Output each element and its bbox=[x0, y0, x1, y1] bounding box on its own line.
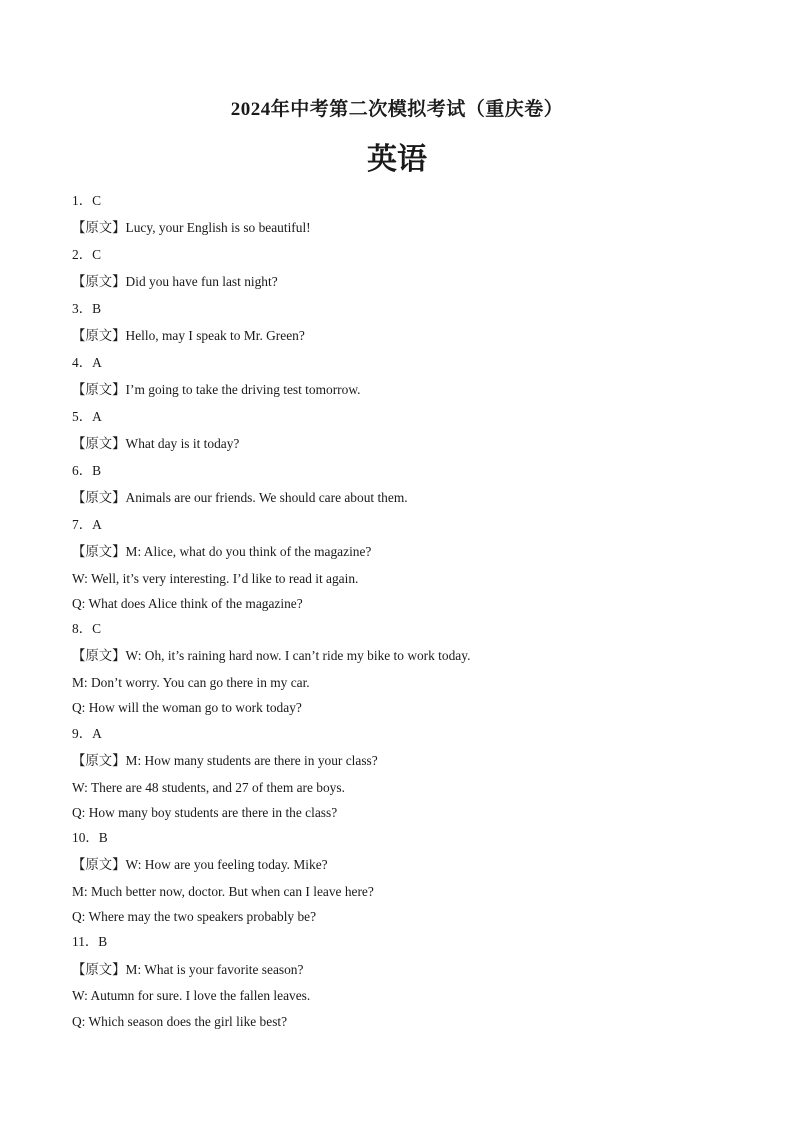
answer-item bbox=[72, 404, 752, 458]
answer-number: 1．C bbox=[72, 193, 102, 208]
dialogue-line: Q: Which season does the girl like best? bbox=[72, 1013, 288, 1029]
dialogue-line: W: Autumn for sure. I love the fallen leaves. bbox=[72, 988, 311, 1004]
transcript-line: 【原文】M: What is your favorite season? bbox=[72, 961, 304, 977]
answer-number: 9．A bbox=[72, 725, 102, 741]
transcript-line: 【原文】What day is it today? bbox=[72, 436, 240, 452]
dialogue-line: Q: How many boy students are there in the class? bbox=[72, 804, 338, 820]
dialogue-line: Q: Where may the two speakers probably be? bbox=[72, 909, 317, 925]
subject-heading: 英语 bbox=[367, 142, 427, 177]
answer-number: 6．B bbox=[72, 462, 102, 478]
answer-item bbox=[72, 616, 752, 720]
transcript-line: 【原文】Animals are our friends. We should care about them. bbox=[72, 490, 408, 506]
answer-number: 3．B bbox=[72, 300, 102, 316]
answer-item bbox=[72, 458, 752, 512]
answer-item bbox=[72, 721, 752, 825]
answer-item bbox=[72, 350, 752, 404]
transcript-line: 【原文】Hello, may I speak to Mr. Green? bbox=[72, 328, 305, 344]
transcript-line: 【原文】W: How are you feeling today. Mike? bbox=[72, 857, 328, 873]
dialogue-line: M: Don’t worry. You can go there in my car. bbox=[72, 675, 310, 691]
answer-list bbox=[72, 188, 752, 1034]
answer-item bbox=[72, 825, 752, 929]
transcript-line: 【原文】Did you have fun last night? bbox=[72, 274, 278, 290]
answer-item bbox=[72, 512, 752, 616]
answer-number: 5．A bbox=[72, 408, 102, 424]
dialogue-line: W: There are 48 students, and 27 of them are boys. bbox=[72, 779, 345, 795]
dialogue-line: Q: What does Alice think of the magazine? bbox=[72, 596, 303, 612]
answer-number: 4．A bbox=[72, 354, 102, 370]
answer-number: 11．B bbox=[72, 934, 108, 950]
answer-number: 10．B bbox=[72, 829, 108, 845]
answer-number: 2．C bbox=[72, 246, 102, 262]
dialogue-line: M: Much better now, doctor. But when can I leave here? bbox=[72, 883, 374, 899]
answer-item bbox=[72, 296, 752, 350]
dialogue-line: W: Well, it’s very interesting. I’d like to read it again. bbox=[72, 570, 359, 586]
transcript-line: 【原文】W: Oh, it’s raining hard now. I can’t ride my bike to work today. bbox=[72, 648, 471, 664]
answer-number: 8．C bbox=[72, 621, 102, 637]
dialogue-line: Q: How will the woman go to work today? bbox=[72, 700, 302, 716]
answer-item bbox=[72, 188, 752, 242]
transcript-line: 【原文】M: How many students are there in your class? bbox=[72, 752, 378, 768]
answer-number: 7．A bbox=[72, 516, 102, 532]
transcript-line: 【原文】Lucy, your English is so beautiful! bbox=[72, 220, 311, 236]
answer-item bbox=[72, 929, 752, 1033]
transcript-line: 【原文】M: Alice, what do you think of the magazine? bbox=[72, 544, 372, 560]
transcript-line: 【原文】I’m going to take the driving test tomorrow. bbox=[72, 382, 361, 398]
exam-title: 2024年中考第二次模拟考试（重庆卷） bbox=[230, 99, 564, 120]
answer-item bbox=[72, 242, 752, 296]
